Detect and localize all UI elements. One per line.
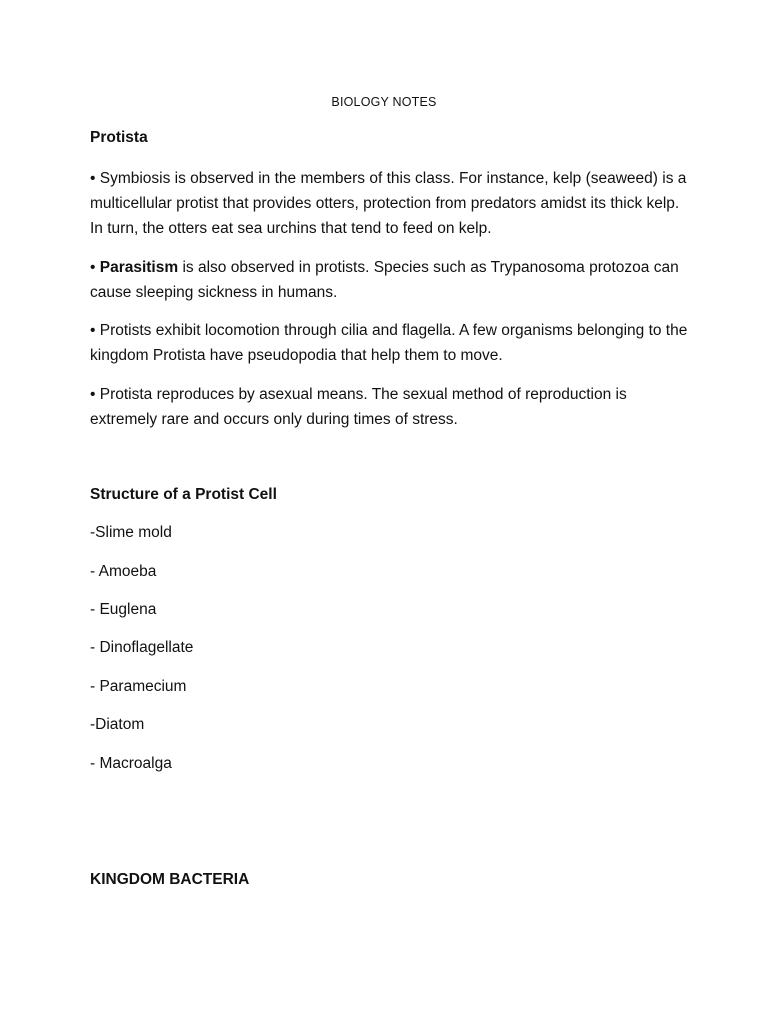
list-item: - Euglena	[90, 601, 157, 618]
document-title: BIOLOGY NOTES	[331, 95, 437, 109]
list-item: - Amoeba	[90, 563, 157, 580]
section-heading-kingdom-bacteria: KINGDOM BACTERIA	[90, 871, 250, 888]
section-heading-protista: Protista	[90, 129, 148, 146]
bullet-parasitism-prefix: •	[90, 259, 100, 276]
bullet-reproduction: • Protista reproduces by asexual means. The sexual method of reproduction is extremely rare and occurs only during times of stress.	[90, 386, 627, 428]
list-item: - Dinoflagellate	[90, 639, 194, 656]
section-heading-structure: Structure of a Protist Cell	[90, 486, 277, 503]
bullet-symbiosis: • Symbiosis is observed in the members of this class. For instance, kelp (seaweed) is a multicellular protist that provides otters, protection from predators amidst its thick kelp. In turn, the otters eat sea urchins that tend to feed on kelp.	[90, 170, 687, 237]
bullet-parasitism-term: Parasitism	[99, 259, 179, 276]
list-item: -Diatom	[90, 716, 145, 733]
bullet-locomotion: • Protists exhibit locomotion through cilia and flagella. A few organisms belonging to the kingdom Protista have pseudopodia that help them to move.	[90, 322, 688, 364]
list-item: - Macroalga	[90, 755, 172, 772]
list-item: - Paramecium	[90, 678, 187, 695]
bullet-parasitism	[90, 255, 690, 305]
bullet-parasitism-text: is also observed in protists. Species such as Trypanosoma protozoa can cause sleeping sickness in humans.	[90, 259, 679, 301]
list-item: -Slime mold	[90, 524, 172, 541]
